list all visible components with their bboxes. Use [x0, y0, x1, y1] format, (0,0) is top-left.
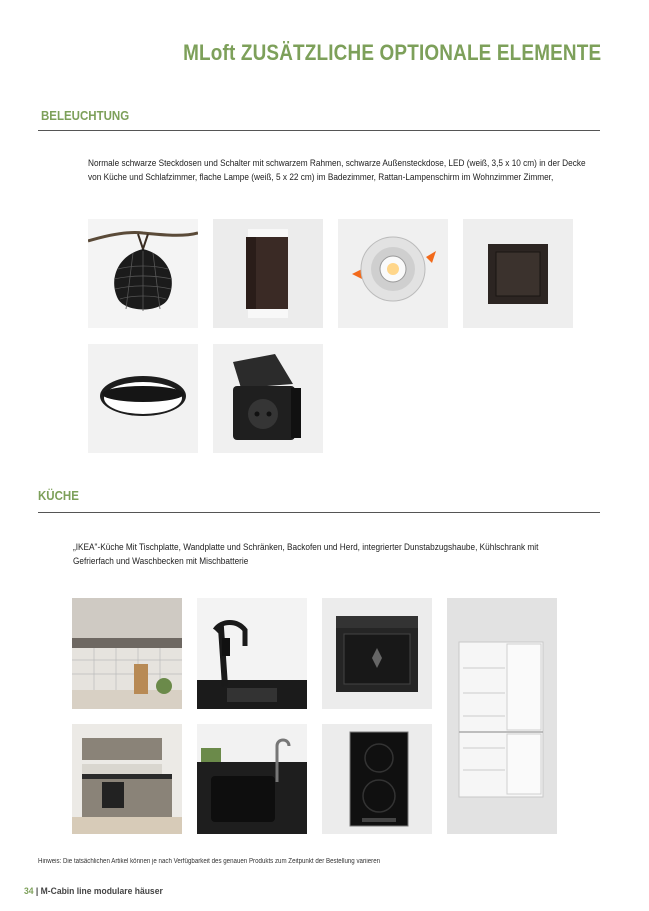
page-footer — [24, 886, 163, 897]
fridge-icon — [447, 598, 557, 834]
page-title: MLoft ZUSÄTZLICHE OPTIONALE ELEMENTE — [182, 40, 601, 65]
footer-brand: M-Cabin line modulare häuser — [40, 886, 163, 897]
footer-separator: | — [35, 886, 39, 897]
section-heading-kitchen: KÜCHE — [38, 489, 79, 503]
sink-icon — [197, 724, 307, 834]
rattan-lamp-icon — [88, 219, 198, 328]
kitchen-cabinets-icon — [72, 724, 182, 834]
flat-lamp-icon — [88, 344, 198, 453]
section-divider — [38, 512, 600, 513]
faucet-icon — [197, 598, 307, 709]
disclaimer-note: Hinweis: Die tatsächlichen Artikel können je nach Verfügbarkeit des genauen Produkts zum Zeitpunkt der Bestellung variieren — [38, 858, 381, 865]
section-divider — [38, 130, 600, 131]
page-number: 34 — [24, 886, 34, 897]
outdoor-socket-icon — [213, 344, 323, 453]
switch-icon — [463, 219, 573, 328]
oven-icon — [322, 598, 432, 709]
kitchen-description: „IKEA"-Küche Mit Tischplatte, Wandplatte und Schränken, Backofen und Herd, integrierter Dunstabzugshaube, Kühlschrank mit Gefrierfach und Waschbecken mit Mischbatterie — [73, 542, 539, 567]
wall-light-icon — [213, 219, 323, 328]
section-heading-lighting: BELEUCHTUNG — [41, 109, 130, 123]
hob-icon — [322, 724, 432, 834]
kitchen-wall-icon — [72, 598, 182, 709]
lighting-description: Normale schwarze Steckdosen und Schalter mit schwarzem Rahmen, schwarze Außensteckdose, LED (weiß, 3,5 x 10 cm) in der Decke von Küche und Schlafzimmer, flache Lampe (weiß, 5 x 22 cm) im Badezimmer, Rattan-Lampenschirm im Wohnzimmer Zimmer, — [88, 158, 586, 183]
led-spot-icon — [338, 219, 448, 328]
